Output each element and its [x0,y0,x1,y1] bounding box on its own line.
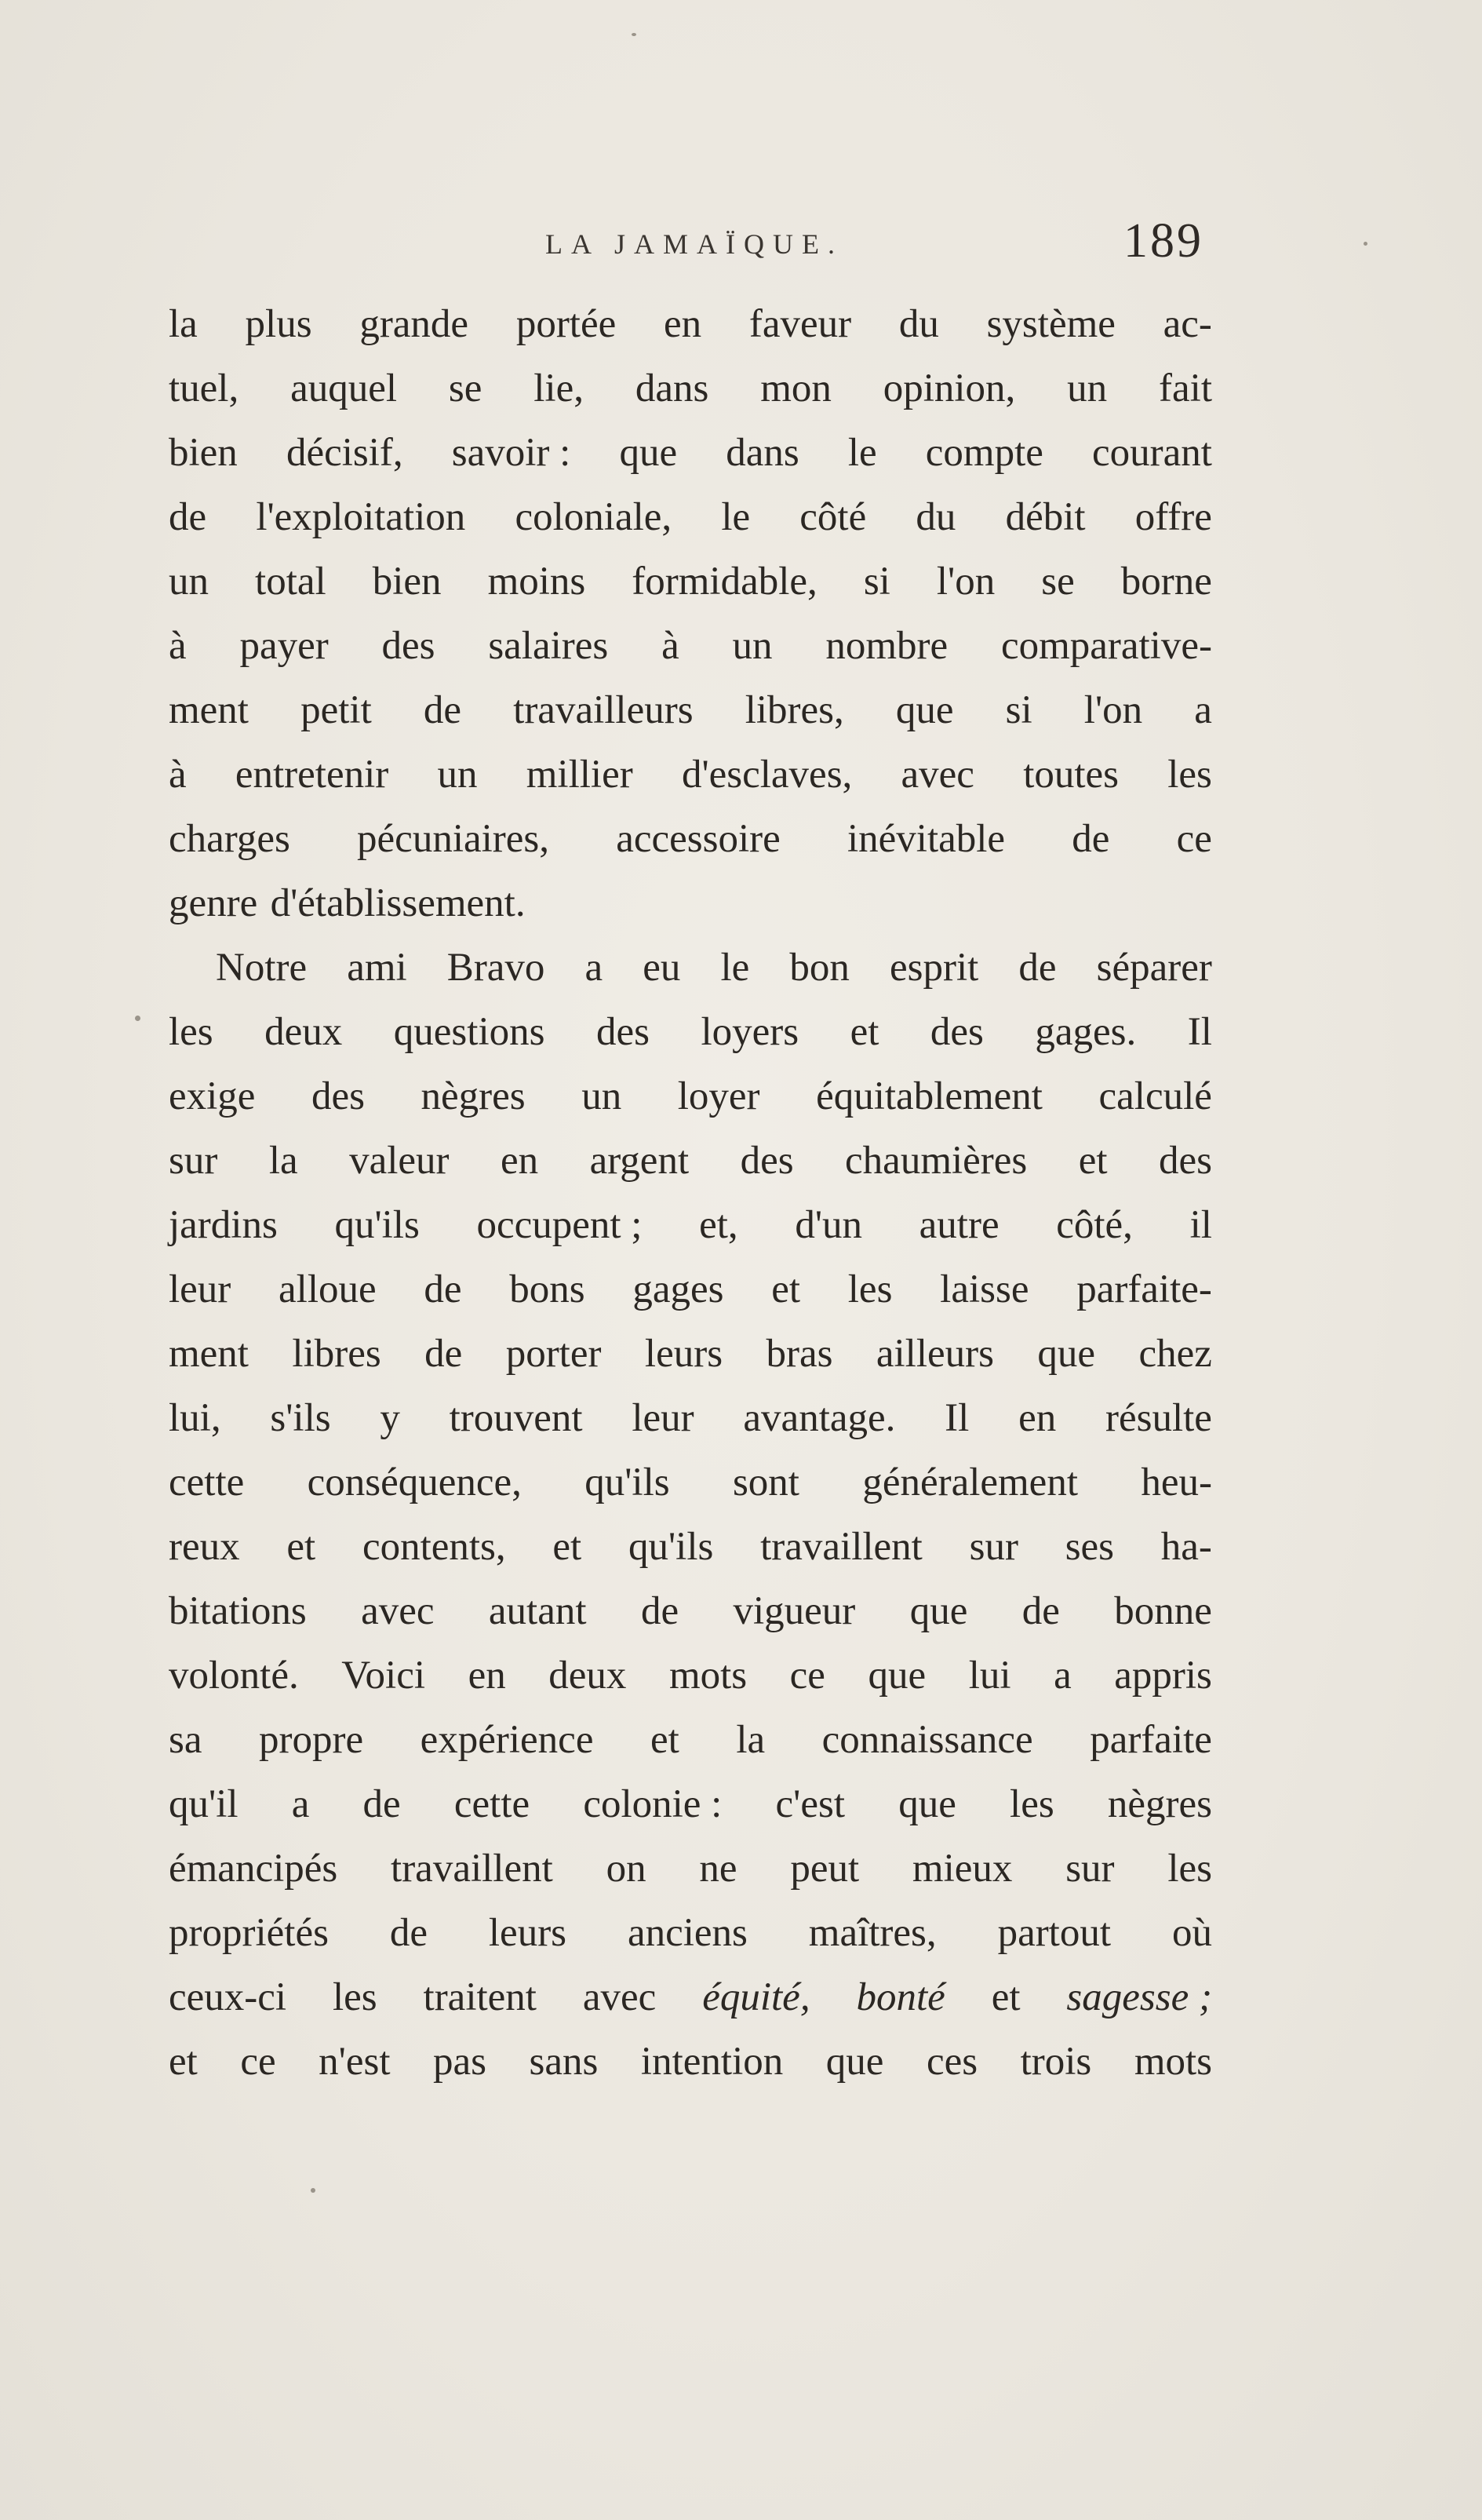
text-word: parfaite- [1076,1267,1212,1311]
text-word: gages. [1035,1010,1137,1054]
text-line [169,935,1212,1000]
text-word: d'un [795,1203,863,1247]
text-word: décisif, [286,431,403,475]
text-word: a [291,1782,310,1826]
text-word: exige [169,1074,256,1118]
text-word: ne [699,1847,737,1891]
text-word: émancipés [169,1847,338,1891]
text-line [169,1901,1212,1965]
text-word: qu'ils [584,1461,670,1504]
text-word: l'on [1083,688,1143,732]
text-line [169,549,1212,614]
text-word: les [1167,1847,1212,1891]
text-word: à [169,753,187,797]
text-line [169,807,1212,871]
text-word: moins [487,560,586,604]
text-word: d'esclaves, [681,753,853,797]
text-word: le [720,946,750,990]
text-word: que [619,431,678,475]
text-line [169,1386,1212,1450]
text-word: de [424,1332,463,1376]
text-word: ami [347,946,407,990]
text-line [169,1772,1212,1836]
text-word: libres [292,1332,381,1376]
text-word: et [1078,1139,1108,1183]
text-word: auquel [290,367,398,410]
text-word: peut [790,1847,860,1891]
text-word: et [286,1525,316,1569]
text-word: mots [1134,2040,1212,2084]
text-word: libres, [745,688,844,732]
text-word: en [1018,1396,1057,1440]
text-word: contents, [362,1525,506,1569]
text-word: propre [259,1718,364,1762]
text-word: nombre [825,624,949,668]
text-word: ment [169,688,249,732]
text-line [169,1643,1212,1708]
text-word: nègres [1107,1782,1212,1826]
page-number: 189 [1123,214,1203,268]
text-word: Voici [341,1654,426,1698]
text-word: lui [968,1654,1011,1698]
text-word: questions [393,1010,545,1054]
text-word: grande [359,302,469,346]
text-word: trois [1020,2040,1092,2084]
text-word: volonté. [169,1654,299,1698]
text-word: savoir : [451,431,571,475]
text-word: pas [433,2040,487,2084]
text-word: salaires [488,624,609,668]
text-word: calculé [1098,1074,1212,1118]
text-word: des [311,1074,365,1118]
text-word: du [916,495,956,539]
text-word: ce [789,1654,825,1698]
text-word: et [552,1525,582,1569]
paper-speck [1364,242,1367,246]
text-word: opinion, [883,367,1016,410]
text-word: de [423,688,462,732]
text-word: qu'il [169,1782,239,1826]
text-line [169,614,1212,678]
text-word: un [581,1074,622,1118]
text-word: un [1067,367,1108,410]
text-word: bitations [169,1589,307,1633]
text-word: conséquence, [307,1461,522,1504]
text-word: des [930,1010,984,1054]
text-word: courant [1092,431,1212,475]
text-word: dans [635,367,709,410]
text-word: compte [925,431,1043,475]
text-word: coloniale, [515,495,672,539]
text-word: on [606,1847,646,1891]
text-word: sur [169,1139,218,1183]
text-word: esprit [890,946,979,990]
text-line [169,292,1212,356]
text-word: y [380,1396,400,1440]
text-word: jardins [169,1203,278,1247]
text-word: de [1021,1589,1060,1633]
paper-speck [632,33,636,36]
text-word: bons [509,1267,585,1311]
text-word: un [732,624,773,668]
text-word: alloue [279,1267,377,1311]
text-word: en [501,1139,539,1183]
text-word: mon [760,367,832,410]
text-word: lie, [533,367,584,410]
text-word: les [332,1975,377,2019]
text-word: des [740,1139,794,1183]
text-word: ceux-ci [169,1975,287,2019]
text-word: parfaite [1090,1718,1212,1762]
text-word: cette [453,1782,530,1826]
text-word: en [663,302,702,346]
text-line [169,1579,1212,1643]
text-word: ce [1176,817,1212,861]
text-word: pécuniaires, [357,817,550,861]
text-word: lui, [169,1396,221,1440]
text-word: occupent ; [476,1203,643,1247]
text-word: les [847,1267,893,1311]
text-word: ha- [1160,1525,1212,1569]
text-word: charges [169,817,290,861]
text-word: petit [300,688,372,732]
text-line [169,1836,1212,1901]
text-word: Il [1187,1010,1212,1054]
text-word: connaissance [821,1718,1033,1762]
text-line [169,1129,1212,1193]
text-word: débit [1005,495,1086,539]
text-word: des [595,1010,650,1054]
text-word: comparative- [1000,624,1212,668]
text-word: des [381,624,435,668]
text-word: ac- [1163,302,1212,346]
text-word: les [169,1010,213,1054]
text-word: plus [245,302,312,346]
text-line [169,1322,1212,1386]
text-word: inévitable [847,817,1006,861]
text-word: avec [582,1975,657,2019]
text-word: à [661,624,679,668]
text-word: sa [169,1718,202,1762]
text-word: qu'ils [334,1203,420,1247]
text-word: que [825,2040,884,2084]
text-word: l'exploitation [256,495,466,539]
text-word: autant [488,1589,587,1633]
text-word: autre [919,1203,1000,1247]
text-word: s'ils [270,1396,331,1440]
text-word: leurs [488,1911,567,1955]
text-word: que [868,1654,927,1698]
text-word: généralement [862,1461,1078,1504]
text-line [169,421,1212,485]
text-word: il [1189,1203,1212,1247]
text-word: vigueur [733,1589,856,1633]
text-word: millier [526,753,633,797]
text-word: offre [1134,495,1212,539]
text-word: deux [264,1010,343,1054]
text-word: avantage. [743,1396,896,1440]
text-word: borne [1120,560,1212,604]
text-word: de [1072,817,1110,861]
text-word: que [909,1589,968,1633]
text-word: sur [1065,1847,1115,1891]
text-word: et [169,2040,198,2084]
text-word: faveur [748,302,852,346]
running-head [0,213,1482,276]
text-word: de [1018,946,1057,990]
text-line [169,2029,1212,2094]
text-word: fait [1159,367,1212,410]
text-line [169,1193,1212,1257]
text-word: Bravo [446,946,545,990]
text-word: la [736,1718,766,1762]
text-word: côté, [1056,1203,1133,1247]
text-word: séparer [1096,946,1212,990]
text-word: équitablement [816,1074,1043,1118]
text-word: genre [169,881,258,925]
text-word: travaillent [760,1525,923,1569]
text-word: leurs [644,1332,723,1376]
text-word: accessoire [616,817,781,861]
text-word: à [169,624,187,668]
text-word: laisse [940,1267,1029,1311]
text-word: mots [668,1654,748,1698]
text-word: un [437,753,478,797]
text-word: maîtres, [808,1911,937,1955]
text-word: que [898,1782,956,1826]
text-word: c'est [775,1782,846,1826]
text-word: traitent [423,1975,537,2019]
text-word: se [448,367,482,410]
text-line [169,1965,1212,2029]
text-word: un [169,560,209,604]
text-word: intention [640,2040,784,2084]
text-line [169,742,1212,807]
text-word: ailleurs [876,1332,994,1376]
text-word: mieux [912,1847,1013,1891]
text-line [169,1064,1212,1129]
text-word: sagesse ; [1066,1975,1212,2019]
text-word: le [721,495,751,539]
text-word: portée [515,302,617,346]
text-word: travaillent [391,1847,553,1891]
text-word: se [1041,560,1075,604]
text-word: chez [1138,1332,1212,1376]
text-word: ce [240,2040,276,2084]
text-word: expérience [420,1718,594,1762]
running-title: LA JAMAÏQUE. [545,228,843,260]
text-word: valeur [349,1139,450,1183]
text-word: travailleurs [513,688,694,732]
text-word: a [1194,688,1212,732]
text-word: de [169,495,207,539]
text-line [169,1450,1212,1515]
text-word: loyers [701,1010,799,1054]
text-word: de [389,1911,428,1955]
text-word: les [1010,1782,1054,1826]
text-line [169,1515,1212,1579]
text-word: leur [632,1396,694,1440]
text-word: bras [766,1332,833,1376]
text-word: propriétés [169,1911,329,1955]
text-word: n'est [319,2040,391,2084]
text-word: de [424,1267,462,1311]
text-word: trouvent [449,1396,583,1440]
text-word: cette [169,1461,245,1504]
text-word: si [863,560,890,604]
text-word: bonne [1114,1589,1212,1633]
text-word: de [362,1782,401,1826]
text-word: que [1037,1332,1096,1376]
text-word: bon [789,946,850,990]
text-word: sur [969,1525,1018,1569]
text-word: bien [169,431,238,475]
body-text [169,292,1212,2094]
text-word: chaumières [845,1139,1028,1183]
text-word: a [584,946,603,990]
text-word: côté [799,495,867,539]
text-word: tuel, [169,367,239,410]
text-word: anciens [627,1911,748,1955]
text-word: sans [529,2040,599,2084]
text-word: système [986,302,1116,346]
text-line [169,356,1212,421]
text-word: où [1171,1911,1212,1955]
text-word: ses [1065,1525,1115,1569]
text-word: argent [589,1139,690,1183]
text-word: résulte [1105,1396,1212,1440]
text-word: ment [169,1332,249,1376]
text-word: toutes [1023,753,1120,797]
text-line [169,1000,1212,1064]
text-word: nègres [421,1074,526,1118]
text-word: sont [732,1461,799,1504]
text-word: eu [643,946,681,990]
text-word: de [640,1589,679,1633]
text-word: entretenir [235,753,389,797]
text-line [169,678,1212,742]
text-word: a [1054,1654,1072,1698]
text-word: colonie : [583,1782,723,1826]
text-line [169,1257,1212,1322]
text-word: ces [926,2040,978,2084]
text-word: si [1005,688,1032,732]
text-word: deux [548,1654,627,1698]
text-word: et, [699,1203,738,1247]
text-word: avec [901,753,974,797]
text-word: Il [945,1396,970,1440]
text-word: bonté [856,1975,945,2019]
text-word: et [771,1267,801,1311]
text-word: que [895,688,954,732]
text-word: payer [239,624,329,668]
text-word: partout [997,1911,1112,1955]
text-word: dans [726,431,799,475]
text-word: la [169,302,198,346]
text-word: d'établissement. [270,881,526,925]
text-word: porter [505,1332,602,1376]
text-word: formidable, [632,560,817,604]
text-word: avec [361,1589,435,1633]
text-word: qu'ils [628,1525,714,1569]
text-word: et [850,1010,879,1054]
text-line [169,1708,1212,1772]
text-line [169,485,1212,549]
text-word: total [255,560,326,604]
text-word: en [468,1654,506,1698]
text-word: et [991,1975,1021,2019]
text-word: leur [169,1267,231,1311]
paper-speck [311,2188,315,2193]
paper-speck [135,1016,140,1021]
text-word: loyer [677,1074,760,1118]
text-word: équité, [702,1975,810,2019]
text-word: heu- [1141,1461,1212,1504]
text-word: bien [372,560,442,604]
text-word: appris [1114,1654,1212,1698]
text-word: et [650,1718,679,1762]
text-word: gages [632,1267,724,1311]
text-word: le [847,431,877,475]
text-word: la [268,1139,298,1183]
text-line [169,871,1212,935]
text-word: reux [169,1525,240,1569]
text-word: Notre [216,946,308,990]
text-word: les [1167,753,1212,797]
text-word: l'on [936,560,996,604]
text-word: des [1159,1139,1212,1183]
text-word: du [898,302,939,346]
